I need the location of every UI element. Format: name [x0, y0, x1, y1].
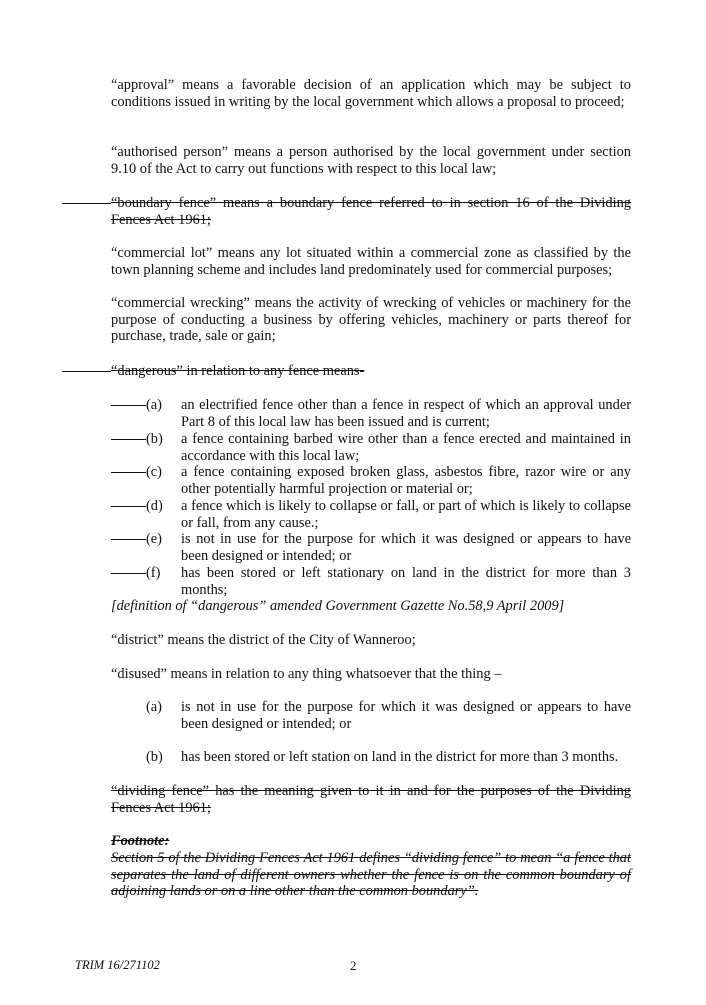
item-label: (a) [146, 699, 162, 715]
definition-district: “district” means the district of the City of Wanneroo; [111, 632, 416, 648]
definition-boundary-fence: “boundary fence” means a boundary fence referred to in section 16 of the Dividing Fences Act 1961; [111, 195, 631, 228]
dangerous-amendment-note: [definition of “dangerous” amended Government Gazette No.58,9 April 2009] [111, 598, 565, 614]
item-text: a fence which is likely to collapse or fall, or part of which is likely to collapse or fall, from any cause.; [181, 498, 631, 531]
strike-lead-line [62, 203, 111, 204]
item-text: is not in use for the purpose for which it was designed or appears to have been designed or intended; or [181, 699, 631, 732]
definition-dangerous-intro: “dangerous” in relation to any fence means- [111, 363, 365, 379]
item-text: an electrified fence other than a fence in respect of which an approval under Part 8 of this local law has been issued and is current; [181, 397, 631, 430]
item-text: has been stored or left stationary on land in the district for more than 3 months; [181, 565, 631, 598]
strike-lead-line [111, 539, 146, 540]
item-text: has been stored or left station on land in the district for more than 3 months. [181, 749, 619, 765]
item-label: (a) [146, 397, 162, 413]
item-label: (f) [146, 565, 161, 581]
item-text: a fence containing barbed wire other than a fence erected and maintained in accordance with this local law; [181, 431, 631, 464]
item-label: (e) [146, 531, 162, 547]
definition-approval: “approval” means a favorable decision of an application which may be subject to conditions issued in writing by the local government which allows a proposal to proceed; [111, 77, 631, 110]
item-text: a fence containing exposed broken glass, asbestos fibre, razor wire or any other potentially harmful projection or material or; [181, 464, 631, 497]
footnote-heading: Footnote: [111, 833, 170, 849]
definition-disused-intro: “disused” means in relation to any thing whatsoever that the thing – [111, 666, 502, 682]
item-label: (b) [146, 431, 163, 447]
strike-lead-line [111, 472, 146, 473]
strike-lead-line [111, 405, 146, 406]
item-label: (c) [146, 464, 162, 480]
footer-trim-reference: TRIM 16/271102 [75, 958, 160, 972]
item-label: (b) [146, 749, 163, 765]
strike-lead-line [111, 439, 146, 440]
item-label: (d) [146, 498, 163, 514]
definition-commercial-wrecking: “commercial wrecking” means the activity of wrecking of vehicles or machinery for the purpose of conducting a business by offering vehicles, machinery or parts thereof for purchase, trade, sale or gain; [111, 295, 631, 345]
definition-authorised-person: “authorised person” means a person authorised by the local government under section 9.10 of the Act to carry out functions with respect to this local law; [111, 144, 631, 177]
item-text: is not in use for the purpose for which it was designed or appears to have been designed or intended; or [181, 531, 631, 564]
definition-commercial-lot: “commercial lot” means any lot situated within a commercial zone as classified by the town planning scheme and includes land predominately used for commercial purposes; [111, 245, 631, 278]
strike-lead-line [62, 371, 111, 372]
strike-lead-line [111, 573, 146, 574]
footnote-text: Section 5 of the Dividing Fences Act 1961 defines “dividing fence” to mean “a fence that separates the land of different owners whether the fence is on the common boundary of adjoining lands or on a line other than the common boundary”. [111, 850, 631, 900]
strike-lead-line [111, 506, 146, 507]
definition-dividing-fence: “dividing fence” has the meaning given to it in and for the purposes of the Dividing Fences Act 1961; [111, 783, 631, 816]
footer-page-number: 2 [350, 958, 357, 973]
